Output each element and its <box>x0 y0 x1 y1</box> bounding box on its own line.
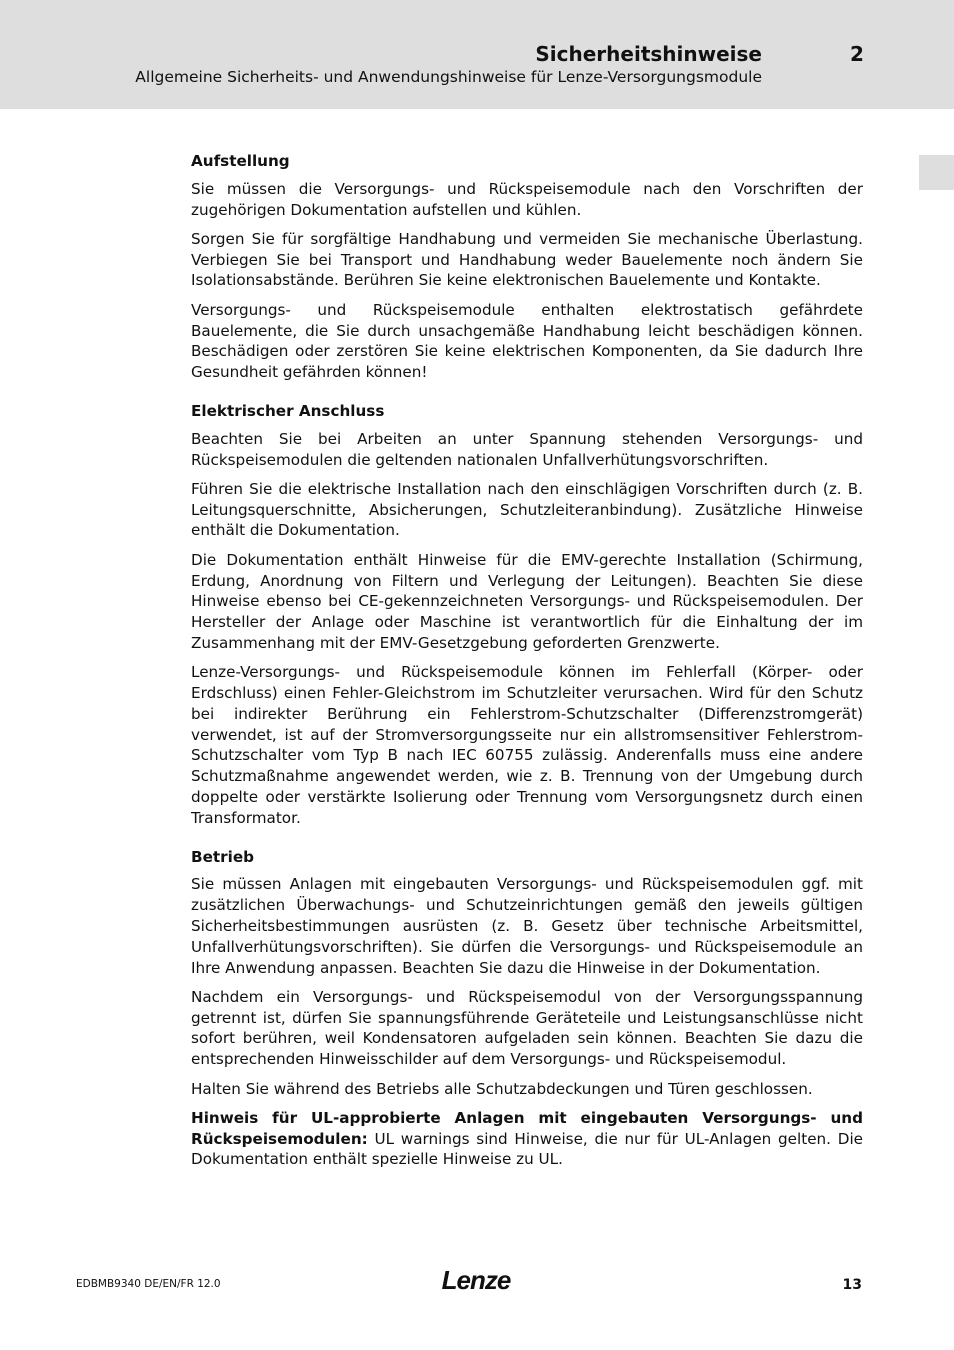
page-content <box>191 151 863 1179</box>
paragraph: Lenze-Versorgungs- und Rückspeisemodule können im Fehlerfall (Körper- oder Erdschluss) einen Fehler-Gleichstrom im Schutzleiter verursachen. Wird für den Schutz bei indirekter Berührung ein Fehlerstrom-Schutzschalter (Differenzstromgerät) verwendet, ist auf der Stromversorgungsseite nur ein allstromsensitiver Fehlerstrom-Schutzschalter vom Typ B nach IEC 60755 zulässig. Anderenfalls muss eine andere Schutzmaßnahme angewendet werden, wie z. B. Trennung von der Umgebung durch doppelte oder verstärkte Isolierung oder Trennung vom Versorgungsnetz durch einen Transformator. <box>191 663 863 827</box>
paragraph: Führen Sie die elektrische Installation nach den einschlägigen Vorschriften durch (z. B. Leitungsquerschnitte, Absicherungen, Schutzleiteranbindung). Zusätzliche Hinweise enthält die Dokumentation. <box>191 479 863 540</box>
page-number: 13 <box>842 1277 862 1293</box>
paragraph: Versorgungs- und Rückspeisemodule enthalten elektrostatisch gefährdete Bauelemente, die Sie durch unsachgemäße Handhabung leicht beschädigen können. Beschädigen oder zerstören Sie keine elektrischen Komponenten, da Sie dadurch Ihre Gesundheit gefährden können! <box>191 300 863 382</box>
chapter-number: 2 <box>850 42 864 66</box>
lenze-logo-text: Lenze <box>441 1265 511 1295</box>
paragraph: Sie müssen die Versorgungs- und Rückspeisemodule nach den Vorschriften der zugehörigen Dokumentation aufstellen und kühlen. <box>191 179 863 219</box>
ul-note <box>191 1108 863 1170</box>
chapter-subtitle: Allgemeine Sicherheits- und Anwendungshinweise für Lenze-Versorgungsmodule <box>135 68 762 86</box>
paragraph: Halten Sie während des Betriebs alle Schutzabdeckungen und Türen geschlossen. <box>191 1079 813 1098</box>
paragraph: Sorgen Sie für sorgfältige Handhabung und vermeiden Sie mechanische Überlastung. Verbiegen Sie bei Transport und Handhabung weder Bauelemente noch ändern Sie Isolationsabstände. Berühren Sie keine elektronischen Bauelemente und Kontakte. <box>191 229 863 290</box>
section-heading-elektrischer-anschluss: Elektrischer Anschluss <box>191 401 385 420</box>
header-band <box>0 0 954 109</box>
document-code: EDBMB9340 DE/EN/FR 12.0 <box>76 1278 221 1290</box>
chapter-title: Sicherheitshinweise <box>535 42 762 66</box>
section-heading-aufstellung: Aufstellung <box>191 152 290 170</box>
paragraph: Nachdem ein Versorgungs- und Rückspeisemodul von der Versorgungsspannung getrennt ist, dürfen Sie spannungsführende Geräteteile und Leistungsanschlüsse nicht sofort berühren, weil Kondensatoren aufgeladen sein können. Beachten Sie dazu die entsprechenden Hinweisschilder auf dem Versorgungs- und Rückspeisemodul. <box>191 987 863 1069</box>
ul-note-text: UL warnings sind Hinweise, die nur für UL-Anlagen gelten. Die Dokumentation enthält spezielle Hinweise zu UL. <box>191 1129 864 1169</box>
paragraph: Sie müssen Anlagen mit eingebauten Versorgungs- und Rückspeisemodulen ggf. mit zusätzlichen Überwachungs- und Schutzeinrichtungen gemäß den jeweils gültigen Sicherheitsbestimmungen ausrüsten (z. B. Gesetz über technische Arbeitsmittel, Unfallverhütungsvorschriften). Sie dürfen die Versorgungs- und Rückspeisemodule an Ihre Anwendung anpassen. Beachten Sie dazu die Hinweise in der Dokumentation. <box>191 875 863 977</box>
paragraph: Die Dokumentation enthält Hinweise für die EMV-gerechte Installation (Schirmung, Erdung, Anordnung von Filtern und Verlegung der Leitungen). Beachten Sie diese Hinweise ebenso bei CE-gekennzeichneten Versorgungs- und Rückspeisemodulen. Der Hersteller der Anlage oder Maschine ist verantwortlich für die Einhaltung der im Zusammenhang mit der EMV-Gesetzgebung geforderten Grenzwerte. <box>191 550 863 652</box>
section-heading-betrieb: Betrieb <box>191 847 255 866</box>
lenze-logo <box>438 1265 514 1295</box>
paragraph: Beachten Sie bei Arbeiten an unter Spannung stehenden Versorgungs- und Rückspeisemodulen die geltenden nationalen Unfallverhütungsvorschriften. <box>191 429 863 469</box>
chapter-side-tab <box>919 155 954 190</box>
ul-note-lead: Hinweis für UL-approbierte Anlagen mit eingebauten Versorgungs- und Rückspeisemodulen: <box>191 1108 863 1148</box>
